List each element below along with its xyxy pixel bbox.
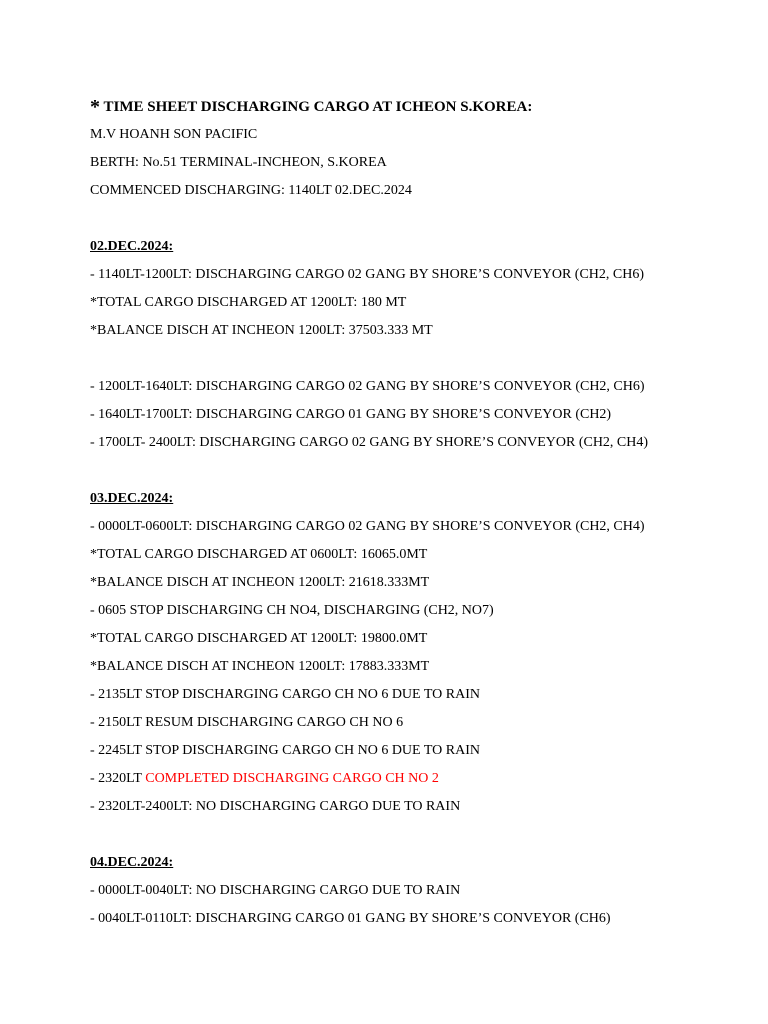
log-entry: *TOTAL CARGO DISCHARGED AT 1200LT: 180 MT	[90, 295, 407, 310]
date-heading: 03.DEC.2024:	[90, 491, 174, 506]
commenced-info: COMMENCED DISCHARGING: 1140LT 02.DEC.2024	[90, 183, 412, 198]
log-entry: *BALANCE DISCH AT INCHEON 1200LT: 17883.333MT	[90, 659, 430, 674]
spacer	[90, 821, 760, 849]
title-asterisk: *	[90, 96, 100, 118]
log-entry: - 1700LT- 2400LT: DISCHARGING CARGO 02 GANG BY SHORE’S CONVEYOR (CH2, CH4)	[90, 435, 649, 450]
log-entry: - 2150LT RESUM DISCHARGING CARGO CH NO 6	[90, 715, 404, 730]
spacer	[90, 345, 760, 373]
spacer	[90, 457, 760, 485]
log-entry: - 1200LT-1640LT: DISCHARGING CARGO 02 GANG BY SHORE’S CONVEYOR (CH2, CH6)	[90, 379, 645, 394]
log-entry: - 0000LT-0600LT: DISCHARGING CARGO 02 GANG BY SHORE’S CONVEYOR (CH2, CH4)	[90, 519, 645, 534]
log-entry: - 2135LT STOP DISCHARGING CARGO CH NO 6 DUE TO RAIN	[90, 687, 480, 702]
log-entry: *TOTAL CARGO DISCHARGED AT 1200LT: 19800.0MT	[90, 631, 428, 646]
log-entry: *BALANCE DISCH AT INCHEON 1200LT: 37503.333 MT	[90, 323, 433, 338]
document-title	[90, 93, 760, 121]
spacer	[90, 205, 760, 233]
vessel-name: M.V HOANH SON PACIFIC	[90, 127, 258, 142]
log-entry: - 0040LT-0110LT: DISCHARGING CARGO 01 GANG BY SHORE’S CONVEYOR (CH6)	[90, 911, 611, 926]
log-entry: - 2245LT STOP DISCHARGING CARGO CH NO 6 DUE TO RAIN	[90, 743, 480, 758]
title-text: TIME SHEET DISCHARGING CARGO AT ICHEON S.KOREA:	[103, 99, 533, 115]
document-page	[90, 93, 760, 933]
completed-prefix: - 2320LT	[90, 771, 146, 786]
log-entry: - 1640LT-1700LT: DISCHARGING CARGO 01 GANG BY SHORE’S CONVEYOR (CH2)	[90, 407, 612, 422]
log-entry: - 1140LT-1200LT: DISCHARGING CARGO 02 GANG BY SHORE’S CONVEYOR (CH2, CH6)	[90, 267, 645, 282]
log-entry: *BALANCE DISCH AT INCHEON 1200LT: 21618.333MT	[90, 575, 430, 590]
completed-highlight: COMPLETED DISCHARGING CARGO CH NO 2	[145, 771, 439, 786]
log-entry: *TOTAL CARGO DISCHARGED AT 0600LT: 16065.0MT	[90, 547, 428, 562]
date-heading: 02.DEC.2024:	[90, 239, 174, 254]
berth-info: BERTH: No.51 TERMINAL-INCHEON, S.KOREA	[90, 155, 387, 170]
log-entry-completed	[90, 765, 760, 793]
log-entry: - 0000LT-0040LT: NO DISCHARGING CARGO DUE TO RAIN	[90, 883, 461, 898]
log-entry: - 2320LT-2400LT: NO DISCHARGING CARGO DUE TO RAIN	[90, 799, 461, 814]
log-entry: - 0605 STOP DISCHARGING CH NO4, DISCHARGING (CH2, NO7)	[90, 603, 494, 618]
date-heading: 04.DEC.2024:	[90, 855, 174, 870]
